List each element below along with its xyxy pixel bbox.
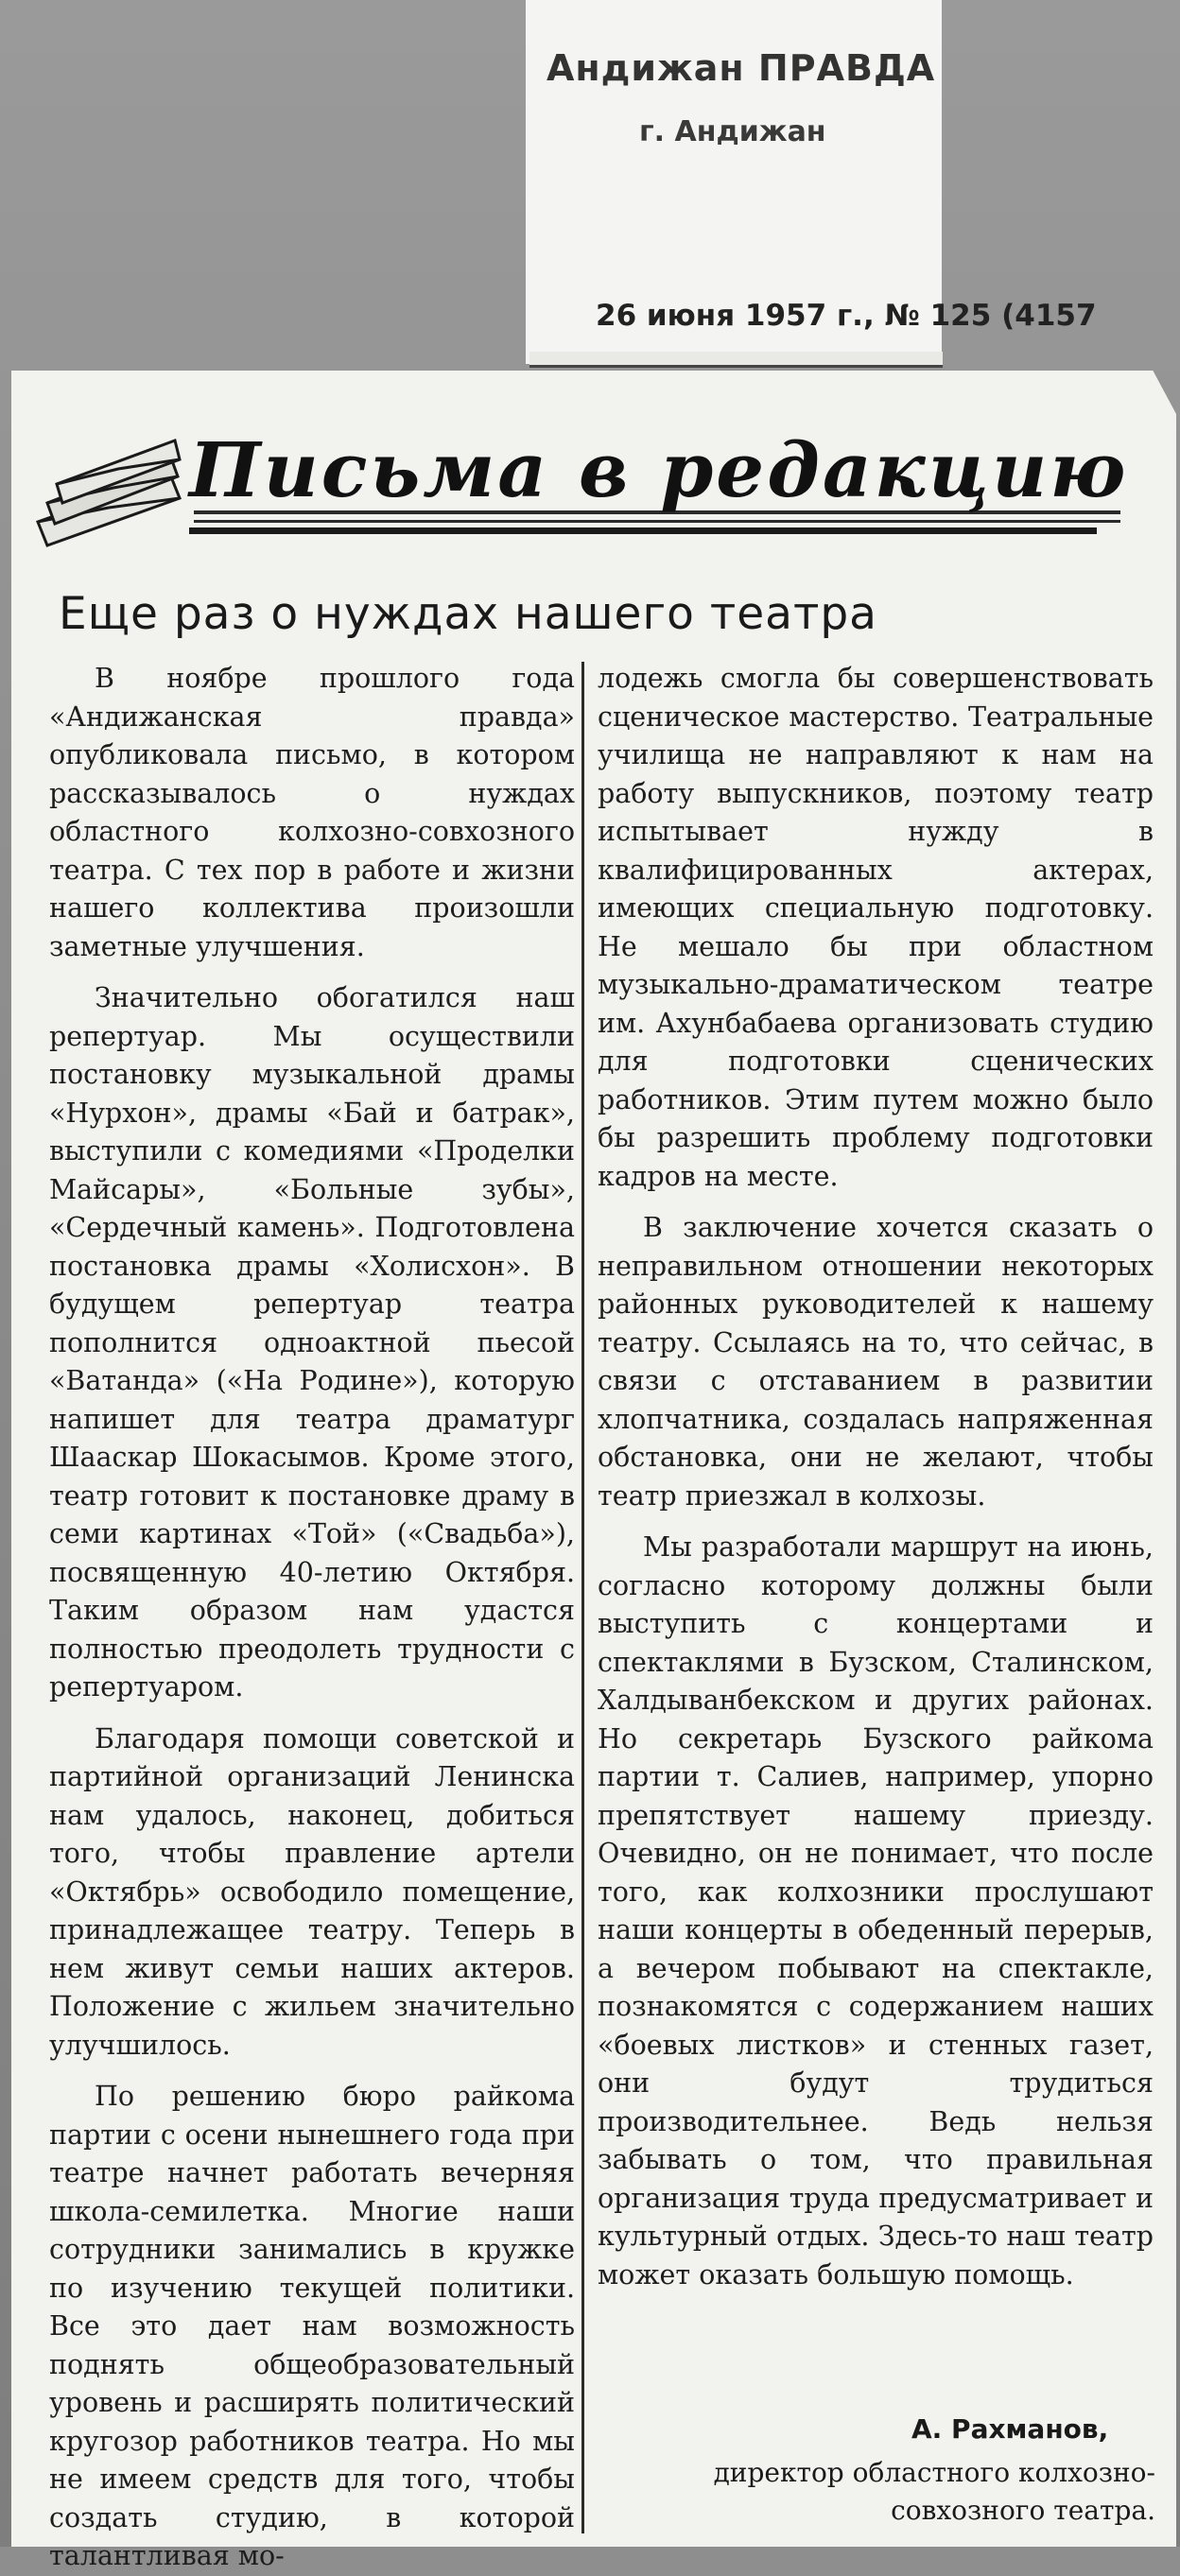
article-paragraph: Благодаря помощи советской и партийной организаций Ленинска нам удалось, наконец, добиться того, чтобы правление артели «Октябрь» освободило помещение, принадлежащее театру. Теперь в нем живут семьи наших актеров. Положение с жильем значительно улучшилось. xyxy=(49,1722,575,2061)
article-column-right xyxy=(598,660,1154,2294)
article-paragraph: Мы разработали маршрут на июнь, согласно которому должны были выступить с концертами и спектаклями в Бузском, Сталинском, Халдыванбекском и других районах. Но секретарь Бузского райкома партии т. Салиев, например, упорно препятствует нашему приезду. Очевидно, он не понимает, что после того, как колхозники прослушают наши концерты в обеденный перерыв, а вечером побывают на спектакле, познакомятся с содержанием наших «боевых листков» и стенных газет, они будут трудиться производительнее. Ведь нельзя забывать о том, что правильная организация труда предусматривает и культурный отдых. Здесь-то наш театр может оказать большую помощь. xyxy=(598,1531,1154,2291)
author-position: директор областного колхозно-совхозного театра. xyxy=(713,2457,1155,2526)
column-divider xyxy=(581,662,584,2533)
author-name: А. Рахманов, xyxy=(911,2413,1109,2445)
article-paragraph: В ноябре прошлого года «Андижанская правда» опубликовала письмо, в котором рассказывалось о нуждах областного колхозно-совхозного театра. С тех пор в работе и жизни нашего коллектива произошли заметные улучшения. xyxy=(49,663,575,962)
stamp-city: г. Андижан xyxy=(639,115,826,148)
article-paragraph: лодежь смогла бы совершенствовать сценическое мастерство. Театральные училища не направляют к нам на работу выпускников, поэтому театр испытывает нужду в квалифицированных актерах, имеющих специальную подготовку. Не мешало бы при областном музыкально-драматическом театре им. Ахунбабаева организовать студию для подготовки сценических работников. Этим путем можно было бы разрешить проблему подготовки кадров на месте. xyxy=(598,663,1154,1192)
rubric-title: Письма в редакцию xyxy=(189,425,1129,514)
article-paragraph: В заключение хочется сказать о неправильном отношении некоторых районных руководителей к нашему театру. Ссылаясь на то, что сейчас, в связи с отставанием в развитии хлопчатника, создалась напряженная обстановка, они не желают, чтобы театр приезжал в колхозы. xyxy=(598,1212,1154,1512)
article-column-left xyxy=(49,660,575,2576)
article-paragraph: Значительно обогатился наш репертуар. Мы осуществили постановку музыкальной драмы «Нурхон», драмы «Бай и батрак», выступили с комедиями «Проделки Майсары», «Больные зубы», «Сердечный камень». Подготовлена постановка драмы «Холисхон». В будущем репертуар театра пополнится одноактной пьесой «Ватанда» («На Родине»), которую напишет для театра драматург Шаaскар Шокасымов. Кроме этого, театр готовит к постановке драму в семи картинах «Той» («Свадьба»), посвященную 40-летию Октября. Таким образом нам удастся полностью преодолеть трудности с репертуаром. xyxy=(49,982,575,1703)
stamp-newspaper-name: Андижан ПРАВДА xyxy=(547,47,936,89)
stamp-issue-date: 26 июня 1957 г., № 125 (4157 xyxy=(596,299,1097,333)
article-headline: Еще раз о нуждах нашего театра xyxy=(59,588,877,640)
rubric-underline xyxy=(189,527,1097,534)
stamp-slip-edge xyxy=(529,352,943,368)
article-paragraph: По решению бюро райкома партии с осени нынешнего года при театре начнет работать вечерняя школа-семилетка. Многие наши сотрудники занимались в кружке по изучению текущей политики. Все это дает нам возможность поднять общеобразовательный уровень и расширять политический кругозор работников театра. Но мы не имеем средств для того, чтобы создать студию, в которой талантливая мо- xyxy=(49,2081,575,2571)
